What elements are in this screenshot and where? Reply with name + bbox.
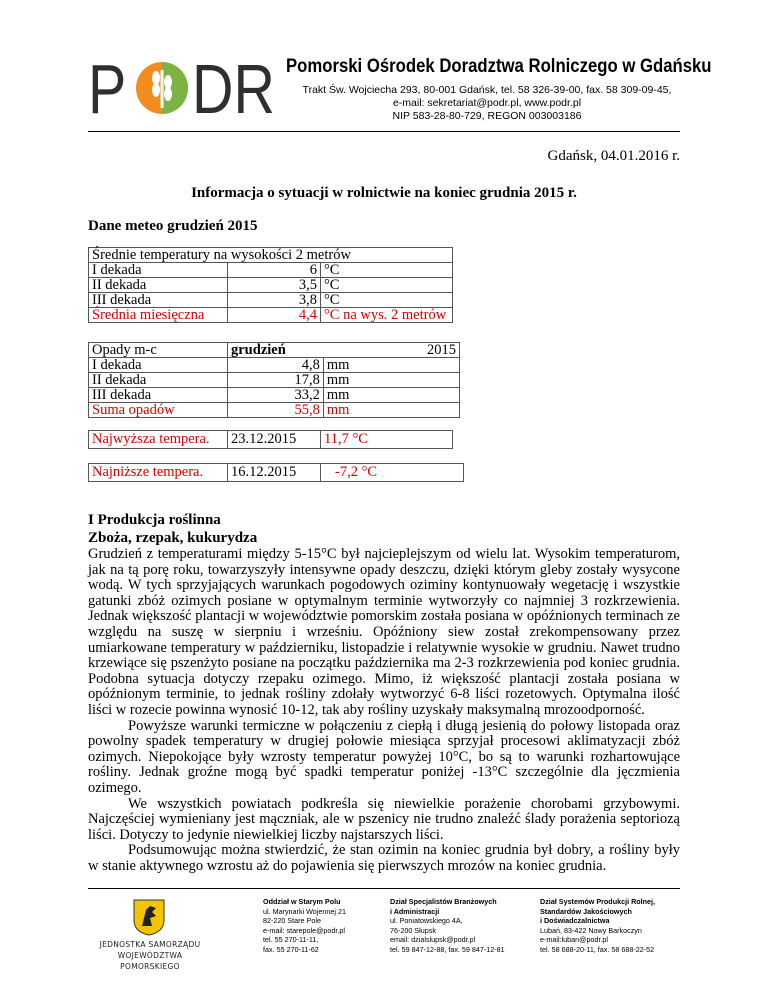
row-label: III dekada	[89, 388, 228, 403]
org-address	[302, 84, 672, 123]
table-row	[89, 343, 460, 358]
max-temp-label: Najwyższa tempera.	[89, 431, 228, 449]
rain-year: 2015	[427, 342, 456, 358]
max-temp-table	[88, 430, 453, 449]
row-value: 55,8	[228, 403, 324, 418]
row-unit: mm	[323, 373, 459, 388]
address-line: Trakt Św. Wojciecha 293, 80-001 Gdańsk, tel. 58 326-39-00, fax. 58 309-09-45,	[302, 84, 672, 96]
footer-title: i Administracji	[390, 906, 440, 916]
document-date: Gdańsk, 04.01.2016 r.	[547, 148, 680, 164]
row-label: II dekada	[89, 278, 228, 293]
footer-line: tel. 55 270-11-11,	[263, 935, 319, 945]
row-label: I dekada	[89, 358, 228, 373]
row-unit: mm	[323, 403, 459, 418]
row-value: 33,2	[228, 388, 324, 403]
row-unit: mm	[323, 388, 459, 403]
rain-table-header: Opady m-c	[89, 343, 228, 358]
paragraph: We wszystkich powiatach podkreśla się niewielkie porażenie chorobami grzybowymi. Najczęściej wymieniany jest mączniak, ale w pszenicy nie trudno znaleźć ślady porażenia septoriozą liści. Dotyczy to jedynie niewielkiej liczby najstarszych liści.	[88, 795, 680, 843]
footer-line: Lubań, 83-422 Nowy Barkoczyn	[540, 925, 642, 935]
footer-line: e-mail:luban@podr.pl	[540, 935, 609, 945]
row-label: Suma opadów	[89, 403, 228, 418]
footer-title: Dział Specjalistów Branżowych	[390, 897, 497, 906]
griffin-crest-icon	[132, 898, 166, 936]
footer-line: 82-220 Stare Pole	[263, 916, 321, 926]
subsection-heading: Zboża, rzepak, kukurydza	[88, 530, 258, 546]
footer-column-slupsk	[390, 897, 505, 955]
paragraph: Powyższe warunki termiczne w połączeniu z ciepłą i długą jesienią do połowy listopada oraz powolny spadek temperatury w drugiej połowie miesiąca sprzyjał procesowi aklimatyzacji zbóż ozimych. Niepokojące były wzrosty temperatur powyżej 10°C, bo są to warunki rozhartowujące rośliny. Jednak groźne mogą być spadki temperatur poniżej -13°C szczególnie dla jęczmienia ozimego.	[88, 717, 680, 796]
footer-line: e-mail: starepole@podr.pl	[263, 925, 346, 935]
rainfall-table	[88, 342, 460, 418]
table-row	[89, 278, 453, 293]
row-label: Średnia miesięczna	[89, 308, 228, 323]
table-row	[89, 293, 453, 308]
table-row	[89, 358, 460, 373]
table-row	[89, 373, 460, 388]
max-temp-date: 23.12.2015	[228, 431, 321, 449]
meteo-heading: Dane meteo grudzień 2015	[88, 218, 258, 234]
logo-letter-p: P	[88, 50, 127, 128]
max-temp-value: 11,7 °C	[321, 431, 453, 449]
wheat-emblem-icon	[134, 60, 190, 116]
footer-line: ul. Poniatowskiego 4A,	[390, 916, 463, 926]
footer-column-luban	[540, 897, 655, 955]
row-unit: °C na wys. 2 metrów	[321, 308, 453, 323]
row-value: 4,8	[228, 358, 324, 373]
row-unit: °C	[321, 293, 453, 308]
row-value: 4,4	[228, 308, 321, 323]
table-row	[89, 464, 464, 482]
footer-line: fax. 55 270-11-62	[263, 944, 319, 954]
temp-table-header: Średnie temperatury na wysokości 2 metrów	[89, 248, 453, 263]
row-unit: °C	[321, 263, 453, 278]
footer-line: tel. 59 847-12-88, fax. 59 847-12-81	[390, 944, 505, 954]
footer-line: email: dzialslupsk@podr.pl	[390, 935, 476, 945]
row-label: I dekada	[89, 263, 228, 278]
footer-divider	[88, 888, 680, 889]
footer-line: tel. 58 688-20-11, fax. 58 688-22-52	[540, 944, 655, 954]
table-row	[89, 431, 453, 449]
row-unit: mm	[323, 358, 459, 373]
row-value: 6	[228, 263, 321, 278]
body-text	[88, 547, 680, 874]
row-label: II dekada	[89, 373, 228, 388]
table-row	[89, 388, 460, 403]
footer-title: Oddział w Starym Polu	[263, 897, 341, 906]
section-heading: I Produkcja roślinna	[88, 512, 221, 528]
footer-line: ul. Marynarki Wojennej 21	[263, 906, 346, 916]
min-temp-date: 16.12.2015	[228, 464, 321, 482]
footer-title: Standardów Jakościowych	[540, 906, 632, 916]
crest-line: JEDNOSTKA SAMORZĄDU	[99, 940, 201, 949]
document-title: Informacja o sytuacji w rolnictwie na koniec grudnia 2015 r.	[191, 185, 577, 201]
table-row	[89, 308, 453, 323]
crest-line: WOJEWÓDZTWA POMORSKIEGO	[117, 951, 183, 971]
crest-caption	[88, 939, 212, 972]
min-temp-table	[88, 463, 464, 482]
paragraph: Grudzień z temperaturami między 5-15°C był najcieplejszym od wielu lat. Wysokim temperaturom, jak na tą porę roku, towarzyszyły intensywne opady deszczu, dzięki którym gleby zostały wysycone wodą. W tych sprzyjających warunkach pogodowych oziminy kontynuowały wegetację i wszystkie gatunki zbóż ozimych posiane w optymalnym terminie wytworzyły co najmniej 3 rozkrzewienia. Jednak większość plantacji w województwie pomorskim została posiana w opóźnionych terminach ze względu na suszę w sierpniu i wrześniu. Opóźniony siew został zrekompensowany przez umiarkowane temperatury w październiku, listopadzie i relatywnie wysokie w grudniu. Nawet trudno krzewiące się pszenżyto posiane na początku października ma 2-3 rozkrzewienia pod koniec grudnia. Podobna sytuacja dotyczy rzepaku ozimego. Mimo, iż większość plantacji została posiana w opóźnionym terminie, to jednak rośliny zdołały wytworzyć 6-8 liści rozetowych. Optymalna ilość liści w rozecie powinna wynosić 10-12, tak aby rośliny uzyskały maksymalną mrozoodporność.	[88, 546, 680, 718]
footer-column-stare-pole	[263, 897, 346, 955]
temperature-table	[88, 247, 453, 323]
footer-line: 76-200 Słupsk	[390, 925, 436, 935]
address-line: NIP 583-28-80-729, REGON 003003186	[392, 110, 582, 122]
org-name: Pomorski Ośrodek Doradztwa Rolniczego w Gdańsku	[286, 56, 712, 77]
rain-table-period	[228, 343, 460, 358]
rain-month: grudzień	[231, 342, 286, 358]
min-temp-value: -7,2 °C	[321, 464, 464, 482]
footer-title: Dział Systemów Produkcji Rolnej,	[540, 897, 656, 906]
row-label: III dekada	[89, 293, 228, 308]
table-row	[89, 403, 460, 418]
address-line: e-mail: sekretariat@podr.pl, www.podr.pl	[392, 97, 582, 109]
table-row	[89, 263, 453, 278]
logo-letters-dr: DR	[192, 50, 275, 128]
table-row	[89, 248, 453, 263]
footer-title: i Doświadczalnictwa	[540, 916, 610, 926]
row-unit: °C	[321, 278, 453, 293]
podr-logo	[88, 50, 275, 128]
row-value: 3,5	[228, 278, 321, 293]
min-temp-label: Najniższe tempera.	[89, 464, 228, 482]
header-divider	[88, 131, 680, 132]
row-value: 3,8	[228, 293, 321, 308]
paragraph: Podsumowując można stwierdzić, że stan ozimin na koniec grudnia był dobry, a rośliny były w stanie aktywnego wzrostu aż do pojawienia się pierwszych mrozów na koniec grudnia.	[88, 842, 680, 874]
row-value: 17,8	[228, 373, 324, 388]
